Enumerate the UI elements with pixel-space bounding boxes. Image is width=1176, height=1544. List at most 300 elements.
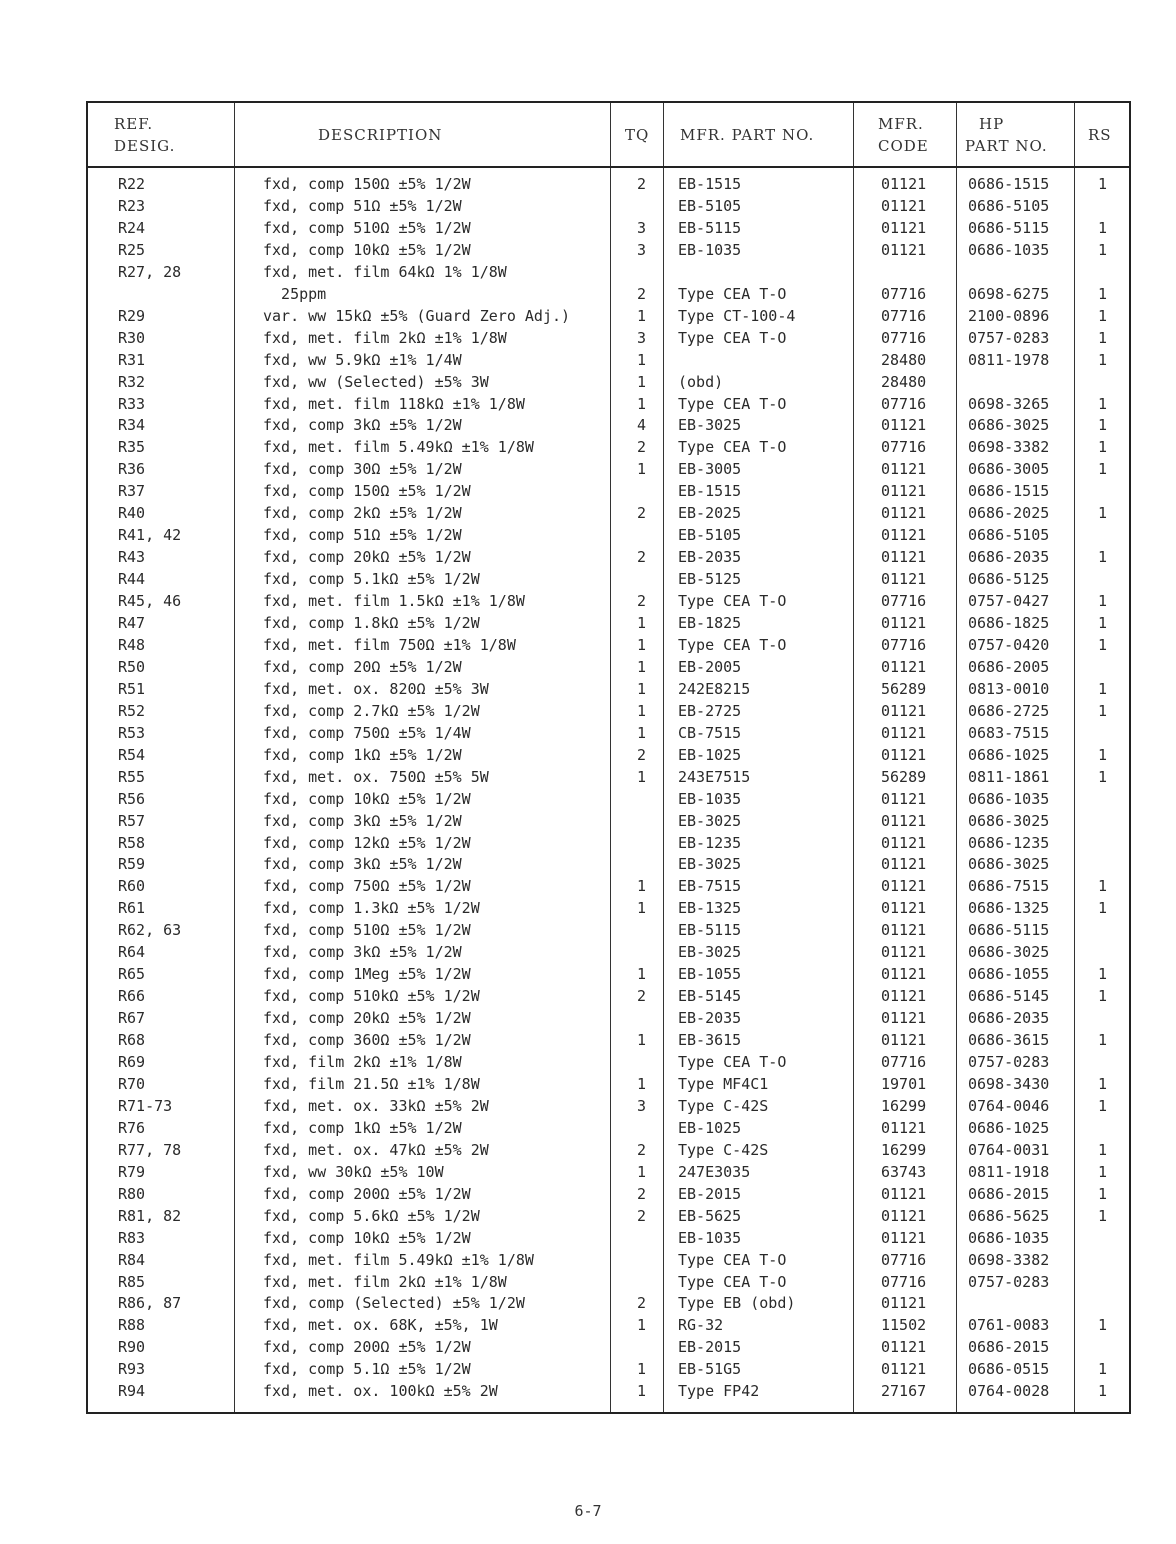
tq-cell: 1 (637, 1316, 647, 1335)
hp-part-no-cell: 0757-0283 (968, 1053, 1050, 1071)
ref-desig-cell: R37 (118, 482, 146, 501)
rs-cell: 1 (1098, 218, 1108, 237)
ref-desig-cell: R93 (118, 1360, 146, 1379)
mfr-code-cell: 07716 (881, 635, 927, 654)
table-row (88, 1271, 1129, 1293)
table-row (88, 766, 1129, 788)
mfr-part-no-cell: EB-5115 (678, 218, 742, 237)
ref-desig-cell: R41, 42 (118, 526, 182, 545)
description-cell: fxd, comp 2.7kΩ ±5% 1/2W (263, 701, 480, 720)
ref-desig-cell: R59 (118, 855, 146, 874)
mfr-part-no-cell: EB-1035 (678, 1228, 742, 1247)
hp-part-no-cell: 0686-3025 (968, 855, 1050, 874)
mfr-part-no-cell: EB-51G5 (678, 1360, 742, 1379)
ref-desig-cell: R69 (118, 1053, 146, 1071)
description-cell: fxd, met. film 1.5kΩ ±1% 1/8W (263, 592, 525, 611)
hp-part-no-cell: 0686-1035 (968, 240, 1050, 259)
mfr-part-no-cell: Type CEA T-O (678, 284, 787, 303)
mfr-part-no-cell: EB-2025 (678, 504, 742, 523)
ref-desig-cell: R45, 46 (118, 592, 182, 611)
table-row (88, 261, 1129, 283)
rs-cell: 1 (1098, 328, 1108, 347)
table-row (88, 1249, 1129, 1271)
description-cell: fxd, comp 5.6kΩ ±5% 1/2W (263, 1206, 480, 1225)
mfr-part-no-cell: 243E7515 (678, 767, 751, 786)
hp-part-no-cell: 0757-0283 (968, 328, 1050, 347)
table-row (88, 1139, 1129, 1161)
table-row (88, 1380, 1129, 1402)
hp-part-no-cell: 0761-0083 (968, 1316, 1050, 1335)
tq-cell: 1 (637, 899, 647, 918)
ref-desig-cell: R58 (118, 833, 146, 852)
table-row (88, 963, 1129, 985)
header-mfr-part-no (680, 107, 850, 163)
hp-part-no-cell: 0686-5625 (968, 1206, 1050, 1225)
rs-cell: 1 (1098, 1162, 1108, 1181)
mfr-code-cell: 27167 (881, 1382, 927, 1401)
tq-cell: 1 (637, 1031, 647, 1050)
hp-part-no-cell: 0811-1918 (968, 1162, 1050, 1181)
table-row (88, 1161, 1129, 1183)
header-tq-label: TQ (625, 126, 650, 144)
description-cell: fxd, comp 150Ω ±5% 1/2W (263, 175, 471, 193)
mfr-code-cell: 56289 (881, 767, 927, 786)
mfr-code-cell: 01121 (881, 614, 927, 632)
mfr-code-cell: 01121 (881, 833, 927, 852)
ref-desig-cell: R51 (118, 679, 146, 698)
description-cell: fxd, comp 20Ω ±5% 1/2W (263, 657, 462, 676)
mfr-code-cell: 01121 (881, 1228, 927, 1247)
tq-cell: 2 (637, 438, 647, 457)
ref-desig-cell: R60 (118, 877, 146, 896)
hp-part-no-cell: 0686-1025 (968, 745, 1050, 764)
hp-part-no-cell: 0686-2035 (968, 1009, 1050, 1028)
header-tq (625, 107, 655, 163)
mfr-code-cell: 01121 (881, 701, 927, 720)
hp-part-no-cell: 0686-0515 (968, 1360, 1050, 1379)
mfr-part-no-cell: EB-1035 (678, 789, 742, 808)
mfr-code-cell: 16299 (881, 1096, 927, 1115)
table-row (88, 546, 1129, 568)
mfr-code-cell: 01121 (881, 175, 927, 193)
mfr-code-cell: 01121 (881, 416, 927, 435)
tq-cell: 3 (637, 328, 647, 347)
ref-desig-cell: R24 (118, 218, 146, 237)
mfr-code-cell: 16299 (881, 1140, 927, 1159)
tq-cell: 2 (637, 1294, 647, 1313)
hp-part-no-cell: 0686-1325 (968, 899, 1050, 918)
table-row (88, 788, 1129, 810)
mfr-part-no-cell: EB-1235 (678, 833, 742, 852)
rs-cell: 1 (1098, 394, 1108, 413)
ref-desig-cell: R33 (118, 394, 146, 413)
hp-part-no-cell: 0686-5145 (968, 987, 1050, 1006)
mfr-code-cell: 01121 (881, 570, 927, 589)
mfr-code-cell: 01121 (881, 965, 927, 984)
hp-part-no-cell: 0686-3005 (968, 460, 1050, 479)
ref-desig-cell: R40 (118, 504, 146, 523)
mfr-code-cell: 01121 (881, 987, 927, 1006)
ref-desig-cell: R55 (118, 767, 146, 786)
mfr-code-cell: 01121 (881, 789, 927, 808)
table-row (88, 1029, 1129, 1051)
table-row (88, 371, 1129, 393)
hp-part-no-cell: 0686-5125 (968, 570, 1050, 589)
tq-cell: 4 (637, 416, 647, 435)
hp-part-no-cell: 0686-5105 (968, 196, 1050, 215)
ref-desig-cell: R54 (118, 745, 146, 764)
mfr-part-no-cell: Type CEA T-O (678, 1272, 787, 1291)
tq-cell: 1 (637, 614, 647, 632)
tq-cell: 2 (637, 1184, 647, 1203)
mfr-part-no-cell: EB-5105 (678, 196, 742, 215)
mfr-code-cell: 01121 (881, 745, 927, 764)
hp-part-no-cell: 0686-2035 (968, 548, 1050, 567)
table-row (88, 612, 1129, 634)
description-cell: fxd, comp 10kΩ ±5% 1/2W (263, 1228, 471, 1247)
table-row (88, 1051, 1129, 1073)
mfr-code-cell: 07716 (881, 284, 927, 303)
tq-cell: 2 (637, 1206, 647, 1225)
rs-cell: 1 (1098, 1382, 1108, 1401)
rs-cell: 1 (1098, 592, 1108, 611)
ref-desig-cell: R36 (118, 460, 146, 479)
mfr-code-cell: 01121 (881, 1009, 927, 1028)
ref-desig-cell: R53 (118, 723, 146, 742)
mfr-part-no-cell: Type CEA T-O (678, 1053, 787, 1071)
mfr-code-cell: 07716 (881, 592, 927, 611)
mfr-part-no-cell: EB-5125 (678, 570, 742, 589)
tq-cell: 3 (637, 218, 647, 237)
ref-desig-cell: R30 (118, 328, 146, 347)
rs-cell: 1 (1098, 1184, 1108, 1203)
rs-cell: 1 (1098, 614, 1108, 632)
table-row (88, 1007, 1129, 1029)
hp-part-no-cell: 0757-0283 (968, 1272, 1050, 1291)
description-cell: fxd, met. film 5.49kΩ ±1% 1/8W (263, 438, 534, 457)
mfr-code-cell: 07716 (881, 438, 927, 457)
rs-cell: 1 (1098, 635, 1108, 654)
ref-desig-cell: R68 (118, 1031, 146, 1050)
header-rs-label: RS (1088, 126, 1112, 144)
ref-desig-cell: R22 (118, 175, 146, 193)
ref-desig-cell: R48 (118, 635, 146, 654)
ref-desig-cell: R23 (118, 196, 146, 215)
table-row (88, 173, 1129, 195)
tq-cell: 2 (637, 1140, 647, 1159)
hp-part-no-cell: 0686-1055 (968, 965, 1050, 984)
mfr-part-no-cell: EB-3615 (678, 1031, 742, 1050)
table-row (88, 195, 1129, 217)
rs-cell: 1 (1098, 1031, 1108, 1050)
mfr-part-no-cell: EB-1825 (678, 614, 742, 632)
header-hp-line1: HP (979, 115, 1005, 133)
description-cell: fxd, comp 20kΩ ±5% 1/2W (263, 548, 471, 567)
tq-cell: 2 (637, 745, 647, 764)
hp-part-no-cell: 0683-7515 (968, 723, 1050, 742)
description-cell: fxd, ww 30kΩ ±5% 10W (263, 1162, 444, 1181)
rs-cell: 1 (1098, 504, 1108, 523)
ref-desig-cell: R84 (118, 1250, 146, 1269)
ref-desig-cell: R61 (118, 899, 146, 918)
ref-desig-cell: R50 (118, 657, 146, 676)
mfr-part-no-cell: Type CT-100-4 (678, 306, 796, 325)
description-cell: fxd, ww (Selected) ±5% 3W (263, 372, 489, 391)
mfr-part-no-cell: 247E3035 (678, 1162, 751, 1181)
ref-desig-cell: R66 (118, 987, 146, 1006)
tq-cell: 1 (637, 1162, 647, 1181)
mfr-part-no-cell: Type EB (obd) (678, 1294, 796, 1313)
table-row (88, 853, 1129, 875)
mfr-part-no-cell: Type CEA T-O (678, 1250, 787, 1269)
hp-part-no-cell: 0686-1035 (968, 1228, 1050, 1247)
table-row (88, 480, 1129, 502)
mfr-part-no-cell: EB-2035 (678, 1009, 742, 1028)
table-row (88, 393, 1129, 415)
tq-cell: 1 (637, 877, 647, 896)
hp-part-no-cell: 0698-3382 (968, 438, 1050, 457)
mfr-code-cell: 01121 (881, 811, 927, 830)
header-rule (88, 166, 1129, 168)
tq-cell: 1 (637, 679, 647, 698)
description-cell: fxd, film 21.5Ω ±1% 1/8W (263, 1074, 480, 1093)
description-cell: fxd, met. ox. 47kΩ ±5% 2W (263, 1140, 489, 1159)
ref-desig-cell: R52 (118, 701, 146, 720)
tq-cell: 1 (637, 1074, 647, 1093)
tq-cell: 1 (637, 306, 647, 325)
description-cell: fxd, comp (Selected) ±5% 1/2W (263, 1294, 525, 1313)
mfr-code-cell: 01121 (881, 548, 927, 567)
rs-cell: 1 (1098, 965, 1108, 984)
description-cell: fxd, comp 200Ω ±5% 1/2W (263, 1338, 471, 1357)
hp-part-no-cell: 0686-1025 (968, 1118, 1050, 1137)
table-row (88, 327, 1129, 349)
ref-desig-cell: R81, 82 (118, 1206, 182, 1225)
mfr-part-no-cell: EB-7515 (678, 877, 742, 896)
hp-part-no-cell: 0757-0420 (968, 635, 1050, 654)
mfr-part-no-cell: EB-1515 (678, 175, 742, 193)
table-row (88, 283, 1129, 305)
header-mfr-code-line2: CODE (878, 137, 929, 155)
description-cell: fxd, met. ox. 750Ω ±5% 5W (263, 767, 489, 786)
tq-cell: 3 (637, 240, 647, 259)
rs-cell: 1 (1098, 1206, 1108, 1225)
hp-part-no-cell: 0686-2025 (968, 504, 1050, 523)
ref-desig-cell: R32 (118, 372, 146, 391)
rs-cell: 1 (1098, 987, 1108, 1006)
description-cell: fxd, comp 5.1kΩ ±5% 1/2W (263, 570, 480, 589)
rs-cell: 1 (1098, 679, 1108, 698)
mfr-code-cell: 01121 (881, 723, 927, 742)
mfr-code-cell: 19701 (881, 1074, 927, 1093)
mfr-code-cell: 07716 (881, 1250, 927, 1269)
hp-part-no-cell: 0686-2005 (968, 657, 1050, 676)
description-cell: fxd, comp 2kΩ ±5% 1/2W (263, 504, 462, 523)
hp-part-no-cell: 0698-3382 (968, 1250, 1050, 1269)
description-cell: fxd, comp 510kΩ ±5% 1/2W (263, 987, 480, 1006)
ref-desig-cell: R67 (118, 1009, 146, 1028)
mfr-part-no-cell: EB-5625 (678, 1206, 742, 1225)
table-row (88, 524, 1129, 546)
mfr-part-no-cell: (obd) (678, 372, 724, 391)
table-row (88, 744, 1129, 766)
table-row (88, 656, 1129, 678)
header-ref-line2: DESIG. (114, 137, 176, 155)
mfr-code-cell: 01121 (881, 1031, 927, 1050)
table-row (88, 590, 1129, 612)
rs-cell: 1 (1098, 548, 1108, 567)
ref-desig-cell: R44 (118, 570, 146, 589)
mfr-part-no-cell: EB-5105 (678, 526, 742, 545)
ref-desig-cell: R71-73 (118, 1096, 173, 1115)
table-row (88, 436, 1129, 458)
table-row (88, 1314, 1129, 1336)
mfr-code-cell: 28480 (881, 372, 927, 391)
mfr-part-no-cell: EB-2015 (678, 1338, 742, 1357)
mfr-part-no-cell: Type CEA T-O (678, 635, 787, 654)
description-cell: fxd, comp 3kΩ ±5% 1/2W (263, 943, 462, 962)
description-cell: fxd, comp 51Ω ±5% 1/2W (263, 196, 462, 215)
mfr-part-no-cell: Type CEA T-O (678, 438, 787, 457)
mfr-code-cell: 07716 (881, 306, 927, 325)
mfr-part-no-cell: EB-3025 (678, 855, 742, 874)
description-cell: fxd, met. film 5.49kΩ ±1% 1/8W (263, 1250, 534, 1269)
ref-desig-cell: R83 (118, 1228, 146, 1247)
mfr-code-cell: 63743 (881, 1162, 927, 1181)
hp-part-no-cell: 0686-1515 (968, 482, 1050, 501)
mfr-part-no-cell: EB-3025 (678, 943, 742, 962)
hp-part-no-cell: 0764-0031 (968, 1140, 1050, 1159)
hp-part-no-cell: 0757-0427 (968, 592, 1050, 611)
mfr-code-cell: 01121 (881, 657, 927, 676)
hp-part-no-cell: 0764-0046 (968, 1096, 1050, 1115)
ref-desig-cell: R43 (118, 548, 146, 567)
table-row (88, 502, 1129, 524)
table-row (88, 700, 1129, 722)
mfr-part-no-cell: EB-3025 (678, 811, 742, 830)
rs-cell: 1 (1098, 899, 1108, 918)
table-row (88, 810, 1129, 832)
ref-desig-cell: R62, 63 (118, 921, 182, 940)
ref-desig-cell: R94 (118, 1382, 146, 1401)
rs-cell: 1 (1098, 460, 1108, 479)
description-cell: fxd, comp 3kΩ ±5% 1/2W (263, 416, 462, 435)
hp-part-no-cell: 0686-2015 (968, 1338, 1050, 1357)
mfr-code-cell: 01121 (881, 899, 927, 918)
table-row (88, 349, 1129, 371)
tq-cell: 2 (637, 548, 647, 567)
description-cell: fxd, comp 750Ω ±5% 1/4W (263, 723, 471, 742)
tq-cell: 1 (637, 767, 647, 786)
description-cell: fxd, met. film 2kΩ ±1% 1/8W (263, 328, 507, 347)
hp-part-no-cell: 0686-5115 (968, 218, 1050, 237)
hp-part-no-cell: 0698-3265 (968, 394, 1050, 413)
description-cell: fxd, comp 30Ω ±5% 1/2W (263, 460, 462, 479)
rs-cell: 1 (1098, 1074, 1108, 1093)
table-row (88, 897, 1129, 919)
mfr-part-no-cell: Type C-42S (678, 1096, 769, 1115)
tq-cell: 1 (637, 350, 647, 369)
rs-cell: 1 (1098, 767, 1108, 786)
mfr-part-no-cell: Type MF4C1 (678, 1074, 769, 1093)
header-mfr-code-line1: MFR. (878, 115, 924, 133)
mfr-code-cell: 01121 (881, 1294, 927, 1313)
description-cell: fxd, met. film 118kΩ ±1% 1/8W (263, 394, 525, 413)
header-hp-line2: PART NO. (965, 137, 1048, 155)
hp-part-no-cell: 0686-3615 (968, 1031, 1050, 1050)
table-row (88, 985, 1129, 1007)
ref-desig-cell: R77, 78 (118, 1140, 182, 1159)
description-cell: fxd, comp 1kΩ ±5% 1/2W (263, 745, 462, 764)
description-cell: fxd, comp 750Ω ±5% 1/2W (263, 877, 471, 896)
header-mfr-part-label: MFR. PART NO. (680, 126, 815, 144)
hp-part-no-cell: 0686-1035 (968, 789, 1050, 808)
header-description-label: DESCRIPTION (318, 126, 443, 144)
table-row (88, 919, 1129, 941)
description-cell: fxd, film 2kΩ ±1% 1/8W (263, 1053, 462, 1071)
rs-cell: 1 (1098, 175, 1108, 193)
mfr-code-cell: 07716 (881, 1272, 927, 1291)
description-cell: var. ww 15kΩ ±5% (Guard Zero Adj.) (263, 306, 571, 325)
hp-part-no-cell: 0686-7515 (968, 877, 1050, 896)
rs-cell: 1 (1098, 1360, 1108, 1379)
mfr-part-no-cell: EB-1025 (678, 745, 742, 764)
tq-cell: 1 (637, 723, 647, 742)
ref-desig-cell: R31 (118, 350, 146, 369)
description-cell: fxd, met. ox. 33kΩ ±5% 2W (263, 1096, 489, 1115)
ref-desig-cell: R85 (118, 1272, 146, 1291)
parts-list-table (86, 101, 1131, 1414)
mfr-code-cell: 01121 (881, 218, 927, 237)
ref-desig-cell: R64 (118, 943, 146, 962)
tq-cell: 1 (637, 372, 647, 391)
description-cell: fxd, comp 510Ω ±5% 1/2W (263, 218, 471, 237)
ref-desig-cell: R79 (118, 1162, 146, 1181)
rs-cell: 1 (1098, 1140, 1108, 1159)
table-row (88, 1358, 1129, 1380)
tq-cell: 1 (637, 394, 647, 413)
mfr-code-cell: 01121 (881, 460, 927, 479)
mfr-part-no-cell: EB-3025 (678, 416, 742, 435)
ref-desig-cell: R25 (118, 240, 146, 259)
description-cell: fxd, met. ox. 100kΩ ±5% 2W (263, 1382, 498, 1401)
description-cell: fxd, comp 3kΩ ±5% 1/2W (263, 811, 462, 830)
mfr-code-cell: 01121 (881, 1206, 927, 1225)
ref-desig-cell: R88 (118, 1316, 146, 1335)
mfr-code-cell: 28480 (881, 350, 927, 369)
rs-cell: 1 (1098, 416, 1108, 435)
rs-cell: 1 (1098, 1096, 1108, 1115)
ref-desig-cell: R27, 28 (118, 262, 182, 281)
tq-cell: 1 (637, 965, 647, 984)
hp-part-no-cell: 0686-5115 (968, 921, 1050, 940)
rs-cell: 1 (1098, 350, 1108, 369)
table-row (88, 239, 1129, 261)
description-cell: fxd, comp 10kΩ ±5% 1/2W (263, 240, 471, 259)
tq-cell: 2 (637, 504, 647, 523)
table-row (88, 1336, 1129, 1358)
description-cell: fxd, comp 510Ω ±5% 1/2W (263, 921, 471, 940)
mfr-part-no-cell: CB-7515 (678, 723, 742, 742)
table-row (88, 875, 1129, 897)
mfr-part-no-cell: RG-32 (678, 1316, 724, 1335)
page-number: 6-7 (574, 1502, 602, 1520)
hp-part-no-cell: 0811-1978 (968, 350, 1050, 369)
header-ref-line1: REF. (114, 115, 154, 133)
description-cell: fxd, comp 1Meg ±5% 1/2W (263, 965, 471, 984)
mfr-part-no-cell: Type C-42S (678, 1140, 769, 1159)
table-row (88, 1227, 1129, 1249)
